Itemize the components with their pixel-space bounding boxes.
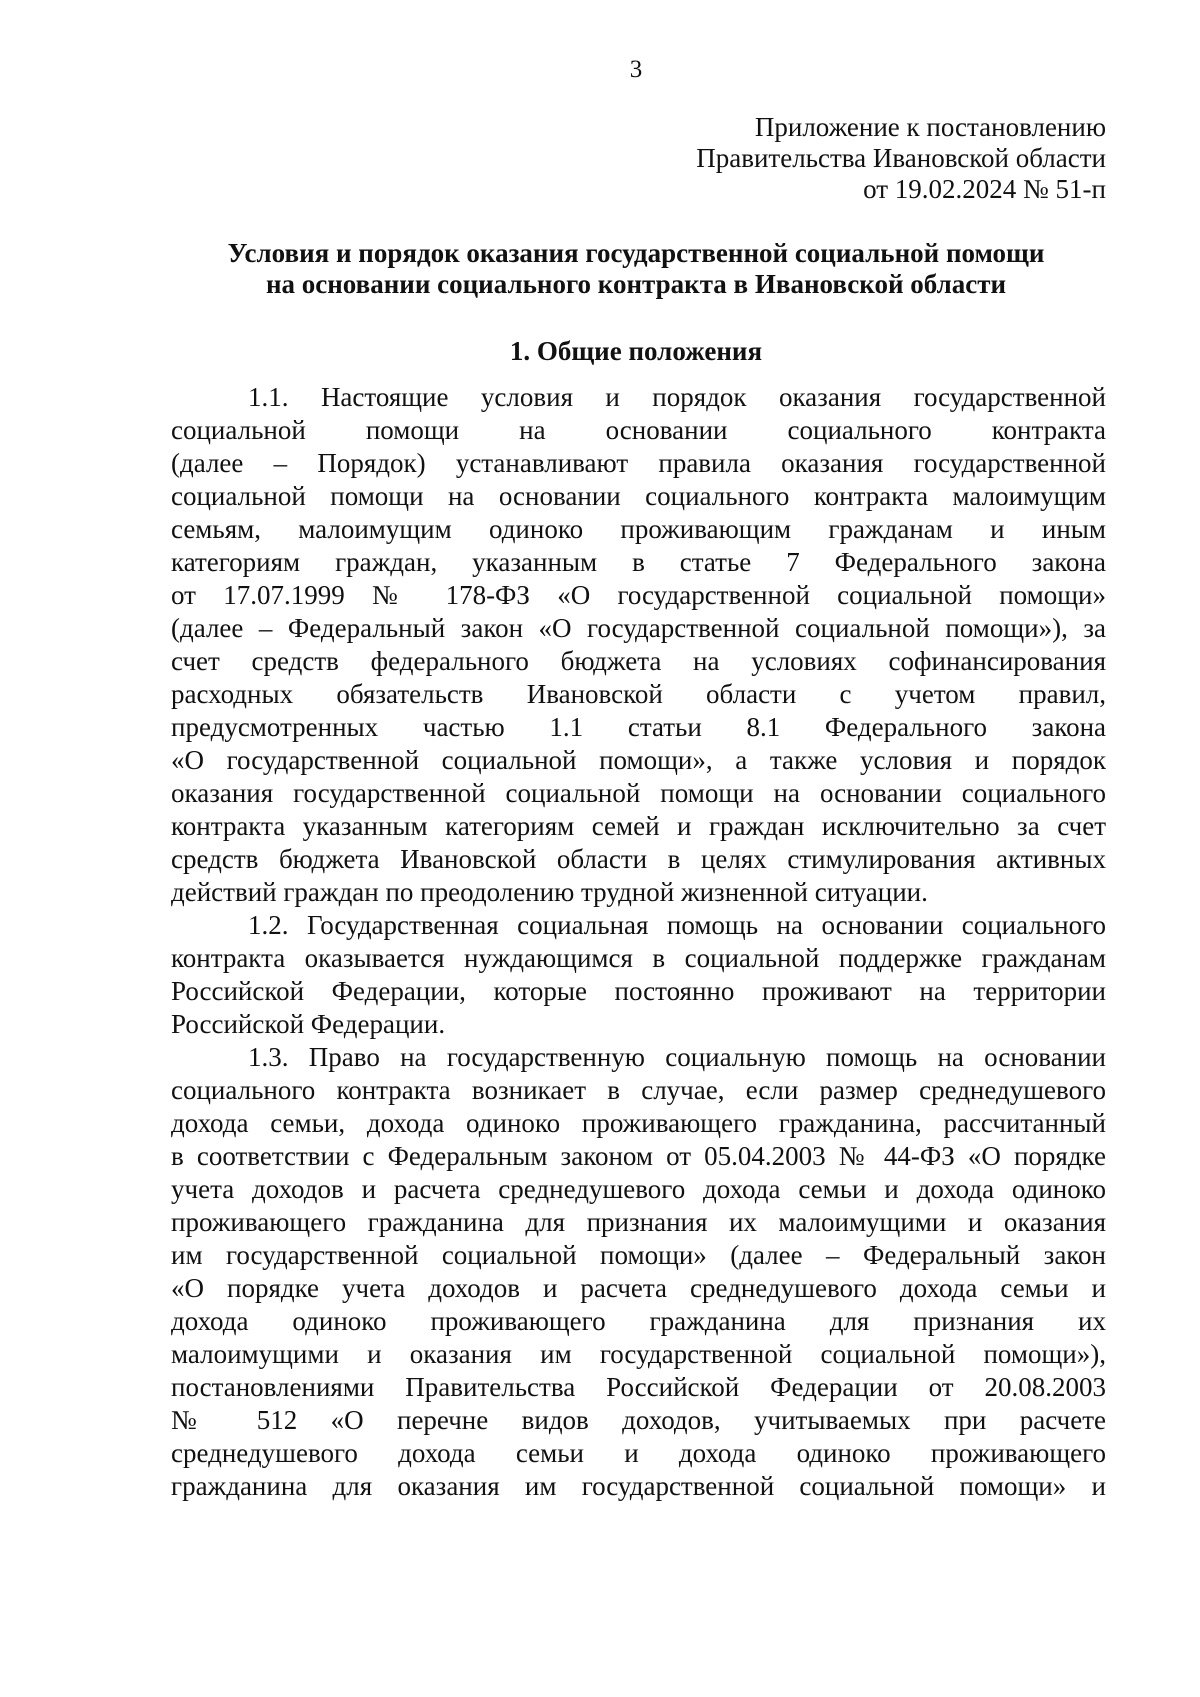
body-line: постановлениями Правительства Российской Федерации от 20.08.2003 [171, 1372, 1106, 1402]
body-text [171, 381, 1106, 1503]
body-line: дохода одиноко проживающего гражданина для признания их [171, 1306, 1106, 1336]
body-line: контракта указанным категориям семей и граждан исключительно за счет [171, 811, 1106, 841]
body-line: контракта оказывается нуждающимся в социальной поддержке гражданам [171, 943, 1106, 973]
body-line: (далее – Федеральный закон «О государственной социальной помощи»), за [171, 613, 1106, 643]
body-line: оказания государственной социальной помощи на основании социального [171, 778, 1106, 808]
body-line: № 512 «О перечне видов доходов, учитываемых при расчете [171, 1405, 1106, 1435]
body-line: предусмотренных частью 1.1 статьи 8.1 Федерального закона [171, 712, 1106, 742]
body-line: семьям, малоимущим одиноко проживающим гражданам и иным [171, 514, 1106, 544]
section-heading: 1. Общие положения [509, 336, 763, 366]
body-line: (далее – Порядок) устанавливают правила оказания государственной [171, 448, 1106, 478]
body-line: «О государственной социальной помощи», а также условия и порядок [171, 745, 1106, 775]
body-line: расходных обязательств Ивановской области с учетом правил, [171, 679, 1106, 709]
body-line: гражданина для оказания им государственной социальной помощи» и [171, 1471, 1106, 1501]
body-line: в соответствии с Федеральным законом от 05.04.2003 № 44-ФЗ «О порядке [171, 1141, 1106, 1171]
body-line: категориям граждан, указанным в статье 7 Федерального закона [171, 547, 1106, 577]
body-line: социального контракта возникает в случае, если размер среднедушевого [171, 1075, 1106, 1105]
appendix-line: от 19.02.2024 № 51-п [863, 174, 1106, 204]
body-line: Российской Федерации, которые постоянно проживают на территории [171, 976, 1106, 1006]
body-line: дохода семьи, дохода одиноко проживающего гражданина, рассчитанный [171, 1108, 1106, 1138]
appendix-line: Приложение к постановлению [754, 112, 1106, 142]
body-line: «О порядке учета доходов и расчета среднедушевого дохода семьи и [171, 1273, 1106, 1303]
body-line: учета доходов и расчета среднедушевого дохода семьи и дохода одиноко [171, 1174, 1106, 1204]
body-line: 1.1. Настоящие условия и порядок оказания государственной [248, 382, 1106, 412]
body-line: счет средств федерального бюджета на условиях софинансирования [171, 646, 1106, 676]
body-line: от 17.07.1999 № 178-ФЗ «О государственной социальной помощи» [171, 580, 1106, 610]
body-line: Российской Федерации. [171, 1009, 446, 1039]
body-line: социальной помощи на основании социального контракта малоимущим [171, 481, 1106, 511]
title-line: на основании социального контракта в Ивановской области [265, 269, 1007, 299]
body-line: проживающего гражданина для признания их малоимущими и оказания [171, 1207, 1106, 1237]
appendix-note [696, 112, 1106, 205]
body-line: малоимущими и оказания им государственной социальной помощи»), [171, 1339, 1106, 1369]
body-line: им государственной социальной помощи» (далее – Федеральный закон [171, 1240, 1106, 1270]
document-title [0, 238, 1200, 300]
appendix-line: Правительства Ивановской области [696, 143, 1106, 173]
title-line: Условия и порядок оказания государственной социальной помощи [227, 238, 1045, 268]
body-line: действий граждан по преодолению трудной жизненной ситуации. [171, 877, 928, 907]
body-line: 1.3. Право на государственную социальную помощь на основании [248, 1042, 1106, 1072]
body-line: среднедушевого дохода семьи и дохода одиноко проживающего [171, 1438, 1106, 1468]
body-line: 1.2. Государственная социальная помощь на основании социального [248, 910, 1106, 940]
page-number: 3 [629, 56, 643, 83]
body-line: средств бюджета Ивановской области в целях стимулирования активных [171, 844, 1106, 874]
body-line: социальной помощи на основании социального контракта [171, 415, 1106, 445]
